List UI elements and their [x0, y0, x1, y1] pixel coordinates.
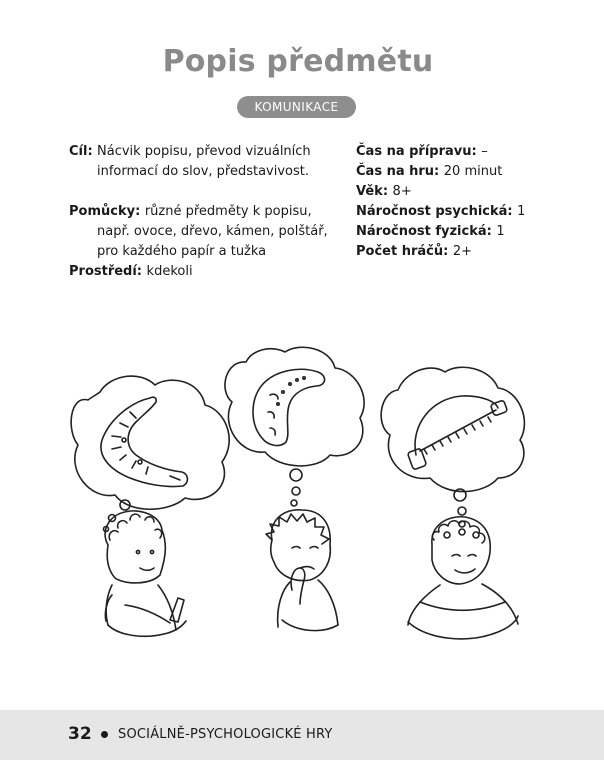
goal-label: Cíl:	[69, 144, 93, 159]
players-value: 2+	[452, 244, 473, 259]
goal-text-2: informací do slov, představivost.	[97, 164, 310, 179]
goal-text-1: Nácvik popisu, převod vizuálních	[97, 144, 311, 159]
page-number: 32	[68, 724, 92, 744]
prep-time-label: Čas na přípravu:	[356, 144, 482, 159]
aids-text-2: např. ovoce, dřevo, kámen, polštář,	[97, 224, 328, 239]
saw-icon	[407, 396, 507, 470]
aids-text-1: různé předměty k popisu,	[144, 204, 312, 219]
physical-difficulty-row	[356, 222, 596, 242]
goal-row	[69, 142, 344, 162]
aids-label: Pomůcky:	[69, 204, 145, 219]
environment-row	[69, 262, 344, 282]
prep-time-value: –	[481, 144, 488, 159]
environment-text: kdekoli	[146, 264, 193, 279]
age-value: 8+	[392, 184, 412, 199]
aids-text-3: pro každého papír a tužka	[97, 244, 267, 259]
play-time-label: Čas na hru:	[356, 164, 444, 179]
age-row	[356, 182, 596, 202]
age-label: Věk:	[356, 184, 393, 199]
mental-difficulty-label: Náročnost psychická:	[356, 204, 518, 219]
info-right	[356, 142, 596, 262]
thought-bubble-saw	[381, 367, 524, 527]
page-title: Popis předmětu	[162, 44, 434, 79]
thought-bubble-croissant	[225, 347, 364, 506]
prep-time-row	[356, 142, 596, 162]
physical-difficulty-value: 1	[496, 224, 505, 239]
players-label: Počet hráčů:	[356, 244, 453, 259]
physical-difficulty-label: Náročnost fyzická:	[356, 224, 497, 239]
child-figure-3	[408, 517, 518, 639]
players-row	[356, 242, 596, 262]
play-time-row	[356, 162, 596, 182]
footer-bar	[0, 710, 604, 760]
child-figure-2	[266, 510, 338, 631]
mental-difficulty-value: 1	[517, 204, 526, 219]
environment-label: Prostředí:	[69, 264, 147, 279]
category-badge: KOMUNIKACE	[237, 96, 356, 118]
aids-row	[69, 202, 344, 222]
thought-bubble-boomerang	[71, 376, 229, 531]
bullet-dot	[101, 731, 108, 738]
croissant-icon	[253, 369, 325, 445]
boomerang-icon	[101, 397, 188, 486]
info-left	[69, 142, 344, 282]
play-time-value: 20 minut	[443, 164, 503, 179]
child-figure-1	[105, 511, 186, 636]
illustration	[60, 335, 540, 670]
section-name: SOCIÁLNĚ-PSYCHOLOGICKÉ HRY	[118, 727, 333, 742]
mental-difficulty-row	[356, 202, 596, 222]
